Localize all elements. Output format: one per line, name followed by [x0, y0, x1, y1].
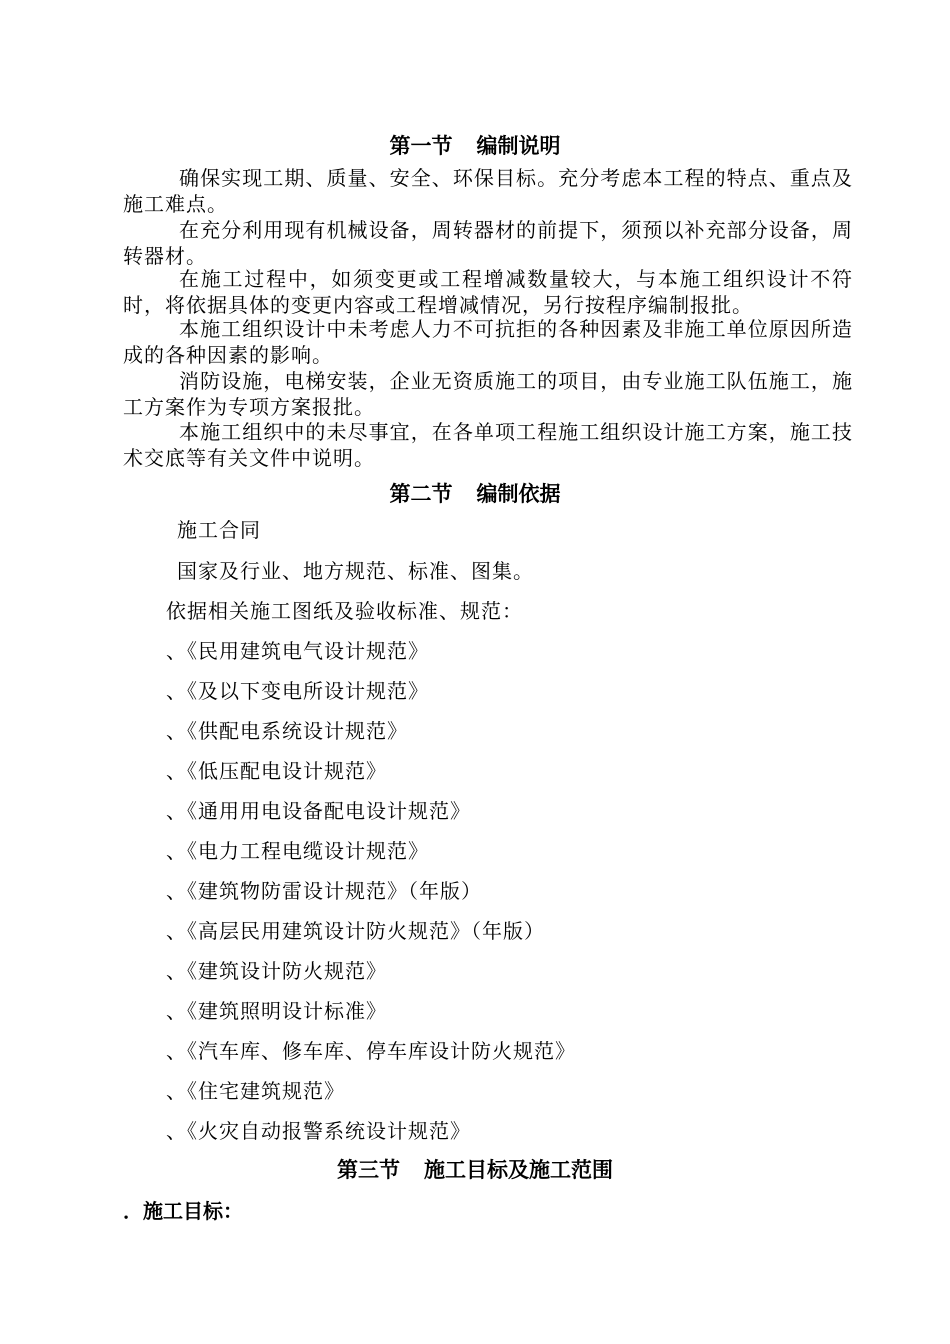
standard-item-7: 、《建筑物防雷设计规范》（年版）	[166, 879, 482, 903]
construction-target-subheading: ．施工目标：	[123, 1199, 243, 1223]
basis-item-3: 依据相关施工图纸及验收标准、规范：	[166, 599, 523, 623]
basis-item-1: 施工合同	[177, 518, 261, 542]
standard-item-6: 、《电力工程电缆设计规范》	[166, 839, 429, 863]
standard-item-12: 、《住宅建筑规范》	[166, 1079, 345, 1103]
standard-item-1: 、《民用建筑电气设计规范》	[166, 639, 429, 663]
standard-item-11: 、《汽车库、修车库、停车库设计防火规范》	[166, 1039, 576, 1063]
section3-number: 第三节	[337, 1158, 400, 1182]
standard-item-4: 、《低压配电设计规范》	[166, 759, 387, 783]
section1-paragraph-6: 本施工组织中的未尽事宜，在各单项工程施工组织设计施工方案，施工技术交底等有关文件中说明。	[123, 420, 853, 470]
section2-number: 第二节	[389, 482, 453, 506]
standard-item-8: 、《高层民用建筑设计防火规范》（年版）	[166, 919, 545, 943]
section2-heading	[0, 480, 950, 508]
standard-item-9: 、《建筑设计防火规范》	[166, 959, 387, 983]
standard-item-13: 、《火灾自动报警系统设计规范》	[166, 1119, 471, 1143]
standard-item-5: 、《通用用电设备配电设计规范》	[166, 799, 471, 823]
standard-item-3: 、《供配电系统设计规范》	[166, 719, 408, 743]
section1-paragraph-3: 在施工过程中，如须变更或工程增减数量较大，与本施工组织设计不符时，将依据具体的变更内容或工程增减情况，另行按程序编制报批。	[123, 267, 853, 317]
basis-item-2: 国家及行业、地方规范、标准、图集。	[177, 559, 534, 583]
section2-title: 编制依据	[476, 482, 561, 506]
section1-title: 编制说明	[476, 134, 561, 158]
section1-paragraph-4: 本施工组织设计中未考虑人力不可抗拒的各种因素及非施工单位原因所造成的各种因素的影响。	[123, 317, 853, 367]
standard-item-10: 、《建筑照明设计标准》	[166, 999, 387, 1023]
section1-heading	[0, 132, 950, 160]
section1-paragraph-2: 在充分利用现有机械设备，周转器材的前提下，须预以补充部分设备，周转器材。	[123, 218, 853, 268]
section1-number: 第一节	[389, 134, 453, 158]
section3-heading	[0, 1156, 950, 1184]
section3-title: 施工目标及施工范围	[424, 1158, 613, 1182]
standard-item-2: 、《及以下变电所设计规范》	[166, 679, 429, 703]
section1-paragraph-1: 确保实现工期、质量、安全、环保目标。充分考虑本工程的特点、重点及施工难点。	[123, 166, 853, 216]
section1-paragraph-5: 消防设施，电梯安装，企业无资质施工的项目，由专业施工队伍施工，施工方案作为专项方案报批。	[123, 369, 853, 419]
